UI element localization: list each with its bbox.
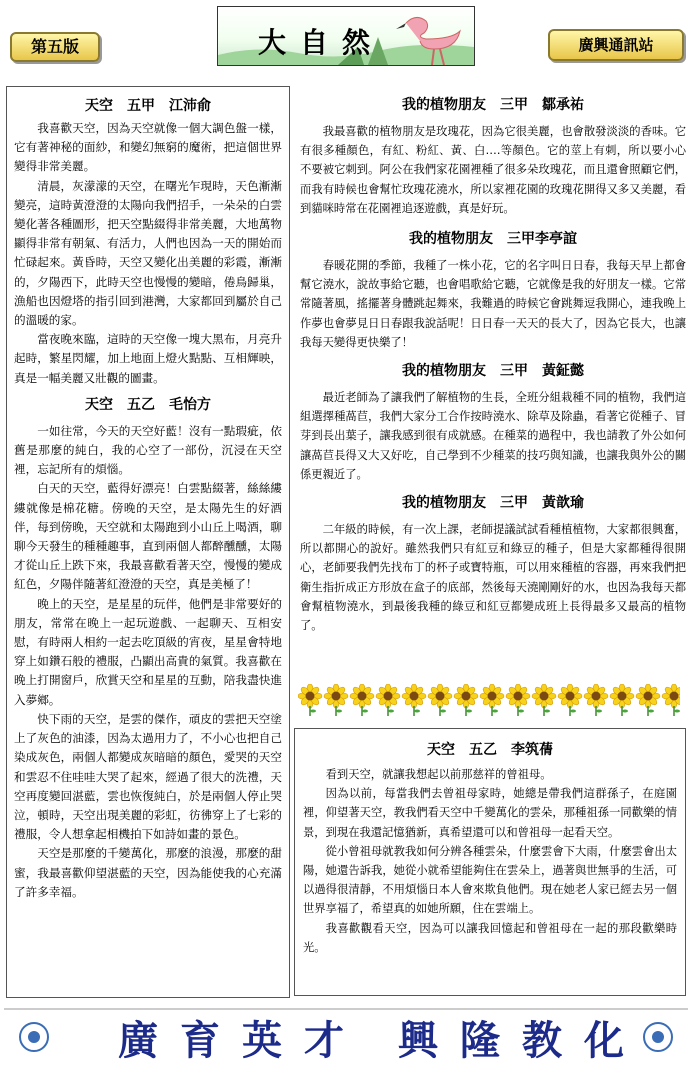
article-title: 我的植物朋友 三甲 鄒承祐 bbox=[402, 97, 584, 113]
article-title: 我的植物朋友 三甲李亭誼 bbox=[409, 231, 577, 248]
article-paragraph: 清晨，灰濛濛的天空，在曙光乍現時，天色漸漸變亮，這時黃澄澄的太陽向我們招手，一朵朵的白雲變化著各種圖形，把天空點綴得非常美麗，大地萬物顯得非常有朝氣、有活力，人們也因為一天的開始而忙碌起來。黃昏時，天空又變化出美麗的彩霞，漸漸的，夕陽西下，此時天空也慢慢的變暗，倦鳥歸巢，漁船也因燈塔的指引回到港灣，大家都回到屬於自己的溫暖的家。 bbox=[14, 178, 282, 328]
article-paragraph: 晚上的天空，是星星的玩伴，他們是非常要好的朋友，常常在晚上一起玩遊戲、一起聊天、互相安慰，有時兩人相約一起去吃頂級的宵夜，星星會特地穿上如鑽石般的禮服，凸顯出高貴的氣質。我喜歡在晚上打開窗戶，欣賞天空和星星的互動，陪我盡快進入夢鄉。 bbox=[14, 596, 282, 707]
footer-motto-left: 廣育英才 bbox=[118, 1017, 366, 1064]
article-paragraph: 我喜歡觀看天空，因為可以讓我回憶起和曾祖母在一起的那段歡樂時光。 bbox=[303, 921, 677, 954]
school-tag: 廣興通訊站 bbox=[548, 29, 684, 61]
edition-tag: 第五版 bbox=[10, 32, 100, 62]
bottom-article-box bbox=[294, 728, 686, 996]
page-header bbox=[0, 0, 692, 72]
article-title: 天空 五乙 李筑蒨 bbox=[427, 742, 553, 758]
left-column bbox=[6, 86, 290, 998]
article-paragraph: 一如往常，今天的天空好藍！沒有一點瑕疵，依舊是那麼的純白，我的心空了一部份，沉浸在天空裡，忘記所有的煩惱。 bbox=[14, 423, 282, 477]
article-paragraph: 看到天空，就讓我想起以前那慈祥的曾祖母。 bbox=[325, 768, 552, 781]
article-title: 天空 五乙 毛怡方 bbox=[85, 396, 211, 413]
article-paragraph: 我喜歡天空，因為天空就像一個大調色盤一樣，它有著神秘的面紗，和變幻無窮的魔術，把這個世界變得非常美麗。 bbox=[14, 121, 282, 174]
article-paragraph: 當夜晚來臨，這時的天空像一塊大黑布，月亮升起時，繁星閃耀，加上地面上燈火點點、互相輝映，真是一幅美麗又壯觀的圖畫。 bbox=[14, 332, 282, 385]
article-title: 天空 五甲 江沛俞 bbox=[85, 98, 211, 114]
article-title: 我的植物朋友 三甲 黃歆瑜 bbox=[402, 495, 584, 512]
article-paragraph: 我最喜歡的植物朋友是玫瑰花，因為它很美麗，也會散發淡淡的香味。它有很多種顏色，有紅、粉紅、黃、白….等顏色。它的莖上有刺，所以要小心不要被它刺到。阿公在我們家花園裡種了很多朵玫瑰花，而且還會照顧它們，而我有時候也會幫忙玫瑰花澆水，所以家裡花園的玫瑰花開得又多又美麗，看到貓咪時常在花園裡追逐遊戲，真是好玩。 bbox=[300, 125, 686, 215]
article-paragraph: 從小曾祖母就教我如何分辨各種雲朵，什麼雲會下大雨，什麼雲會出太陽，她還告訴我，她從小就希望能夠住在雲朵上，過著與世無爭的生活，可以過得很清靜，不用煩惱日本人會來欺負他們。現在她老人家已經去另一個世界享福了，希望真的如她所願，住在雲端上。 bbox=[303, 844, 677, 916]
article-paragraph: 白天的天空，藍得好漂亮！白雲點綴著，絲絲縷縷就像是棉花糖。傍晚的天空，是太陽先生的好酒伴，每到傍晚，天空就和太陽跑到小山丘上喝酒，聊聊今天發生的種種趣事，直到兩個人都醉醺醺，太陽才從山丘上跌下來，我最喜歡看著天空，慢慢的變成紅色，夕陽伴隨著紅澄澄的天空，真是美極了！ bbox=[14, 481, 282, 592]
title-banner bbox=[217, 6, 475, 66]
article-paragraph: 春暖花開的季節，我種了一株小花，它的名字叫日日春，我每天早上都會幫它澆水，說故事給它聽，也會唱歌給它聽，它就像是我的好朋友一樣。它常常隨著風，搖擺著身體跳起舞來，我難過的時候它會跳舞逗我開心，連我晚上作夢也會夢見日日春跟我說話呢！日日春一天天的長大了，因為它長大，也讓我每天變得更快樂了！ bbox=[300, 259, 686, 349]
flamingo-icon bbox=[386, 9, 466, 65]
article-title: 我的植物朋友 三甲 黃鉦懿 bbox=[402, 363, 584, 380]
sunflower-border bbox=[298, 684, 680, 716]
article-paragraph: 最近老師為了讓我們了解植物的生長，全班分組栽種不同的植物，我們這組選擇種萵苣，我們大家分工合作按時澆水、除草及除蟲，看著它從種子、冒芽到長出葉子，讓我感到很有成就感。在種菜的過程中，我也請教了外公如何讓萵苣長得又大又好吃，自己學到不少種菜的技巧與知識，也讓我與外公的關係更親近了。 bbox=[300, 391, 686, 481]
section-title: 大自然 bbox=[258, 26, 385, 59]
article-paragraph: 快下雨的天空，是雲的傑作，頑皮的雲把天空塗上了灰色的油漆，因為太過用力了，不小心也把自己染成灰色，兩個人都變成灰暗暗的顏色，愛哭的天空和雲忍不住哇哇大哭了起來，經過了很大的洗禮，天空再度變回湛藍，雲也恢復純白，於是兩個人停止哭泣，頓時，天空出現美麗的彩虹，彷彿穿上了七彩的禮服，令人想拿起相機拍下如詩如畫的景色。 bbox=[14, 711, 282, 842]
article-paragraph: 二年級的時候，有一次上課，老師提議試試看種植植物，大家都很興奮，所以都開心的說好。雖然我們只有紅豆和綠豆的種子，但是大家都種得很開心，老師要我們先找布丁的杯子或寶特瓶，可以用來種植的容器，再來我們把衛生指折成正方形放在盒子的底部，然後每天澆剛剛好的水，也因為我每天都會幫植物澆水，到最後我種的綠豆和紅豆都變成班上長得最多又最高的植物了。 bbox=[300, 523, 686, 633]
article-paragraph: 因為以前，每當我們去曾祖母家時，她總是帶我們這群孫子，在庭園裡，仰望著天空，教我們看天空中千變萬化的雲朵，那種祖孫一同歡樂的情景，到現在我還記憶猶新，真希望還可以和曾祖母一起看天空。 bbox=[303, 787, 677, 839]
article-paragraph: 天空是那麼的千變萬化，那麼的浪漫，那麼的甜蜜，我最喜歡仰望湛藍的天空，因為能使我的心充滿了許多幸福。 bbox=[14, 846, 282, 899]
footer-motto-right: 興隆教化 bbox=[398, 1017, 646, 1064]
right-column bbox=[300, 86, 686, 635]
page-footer bbox=[0, 1003, 692, 1062]
